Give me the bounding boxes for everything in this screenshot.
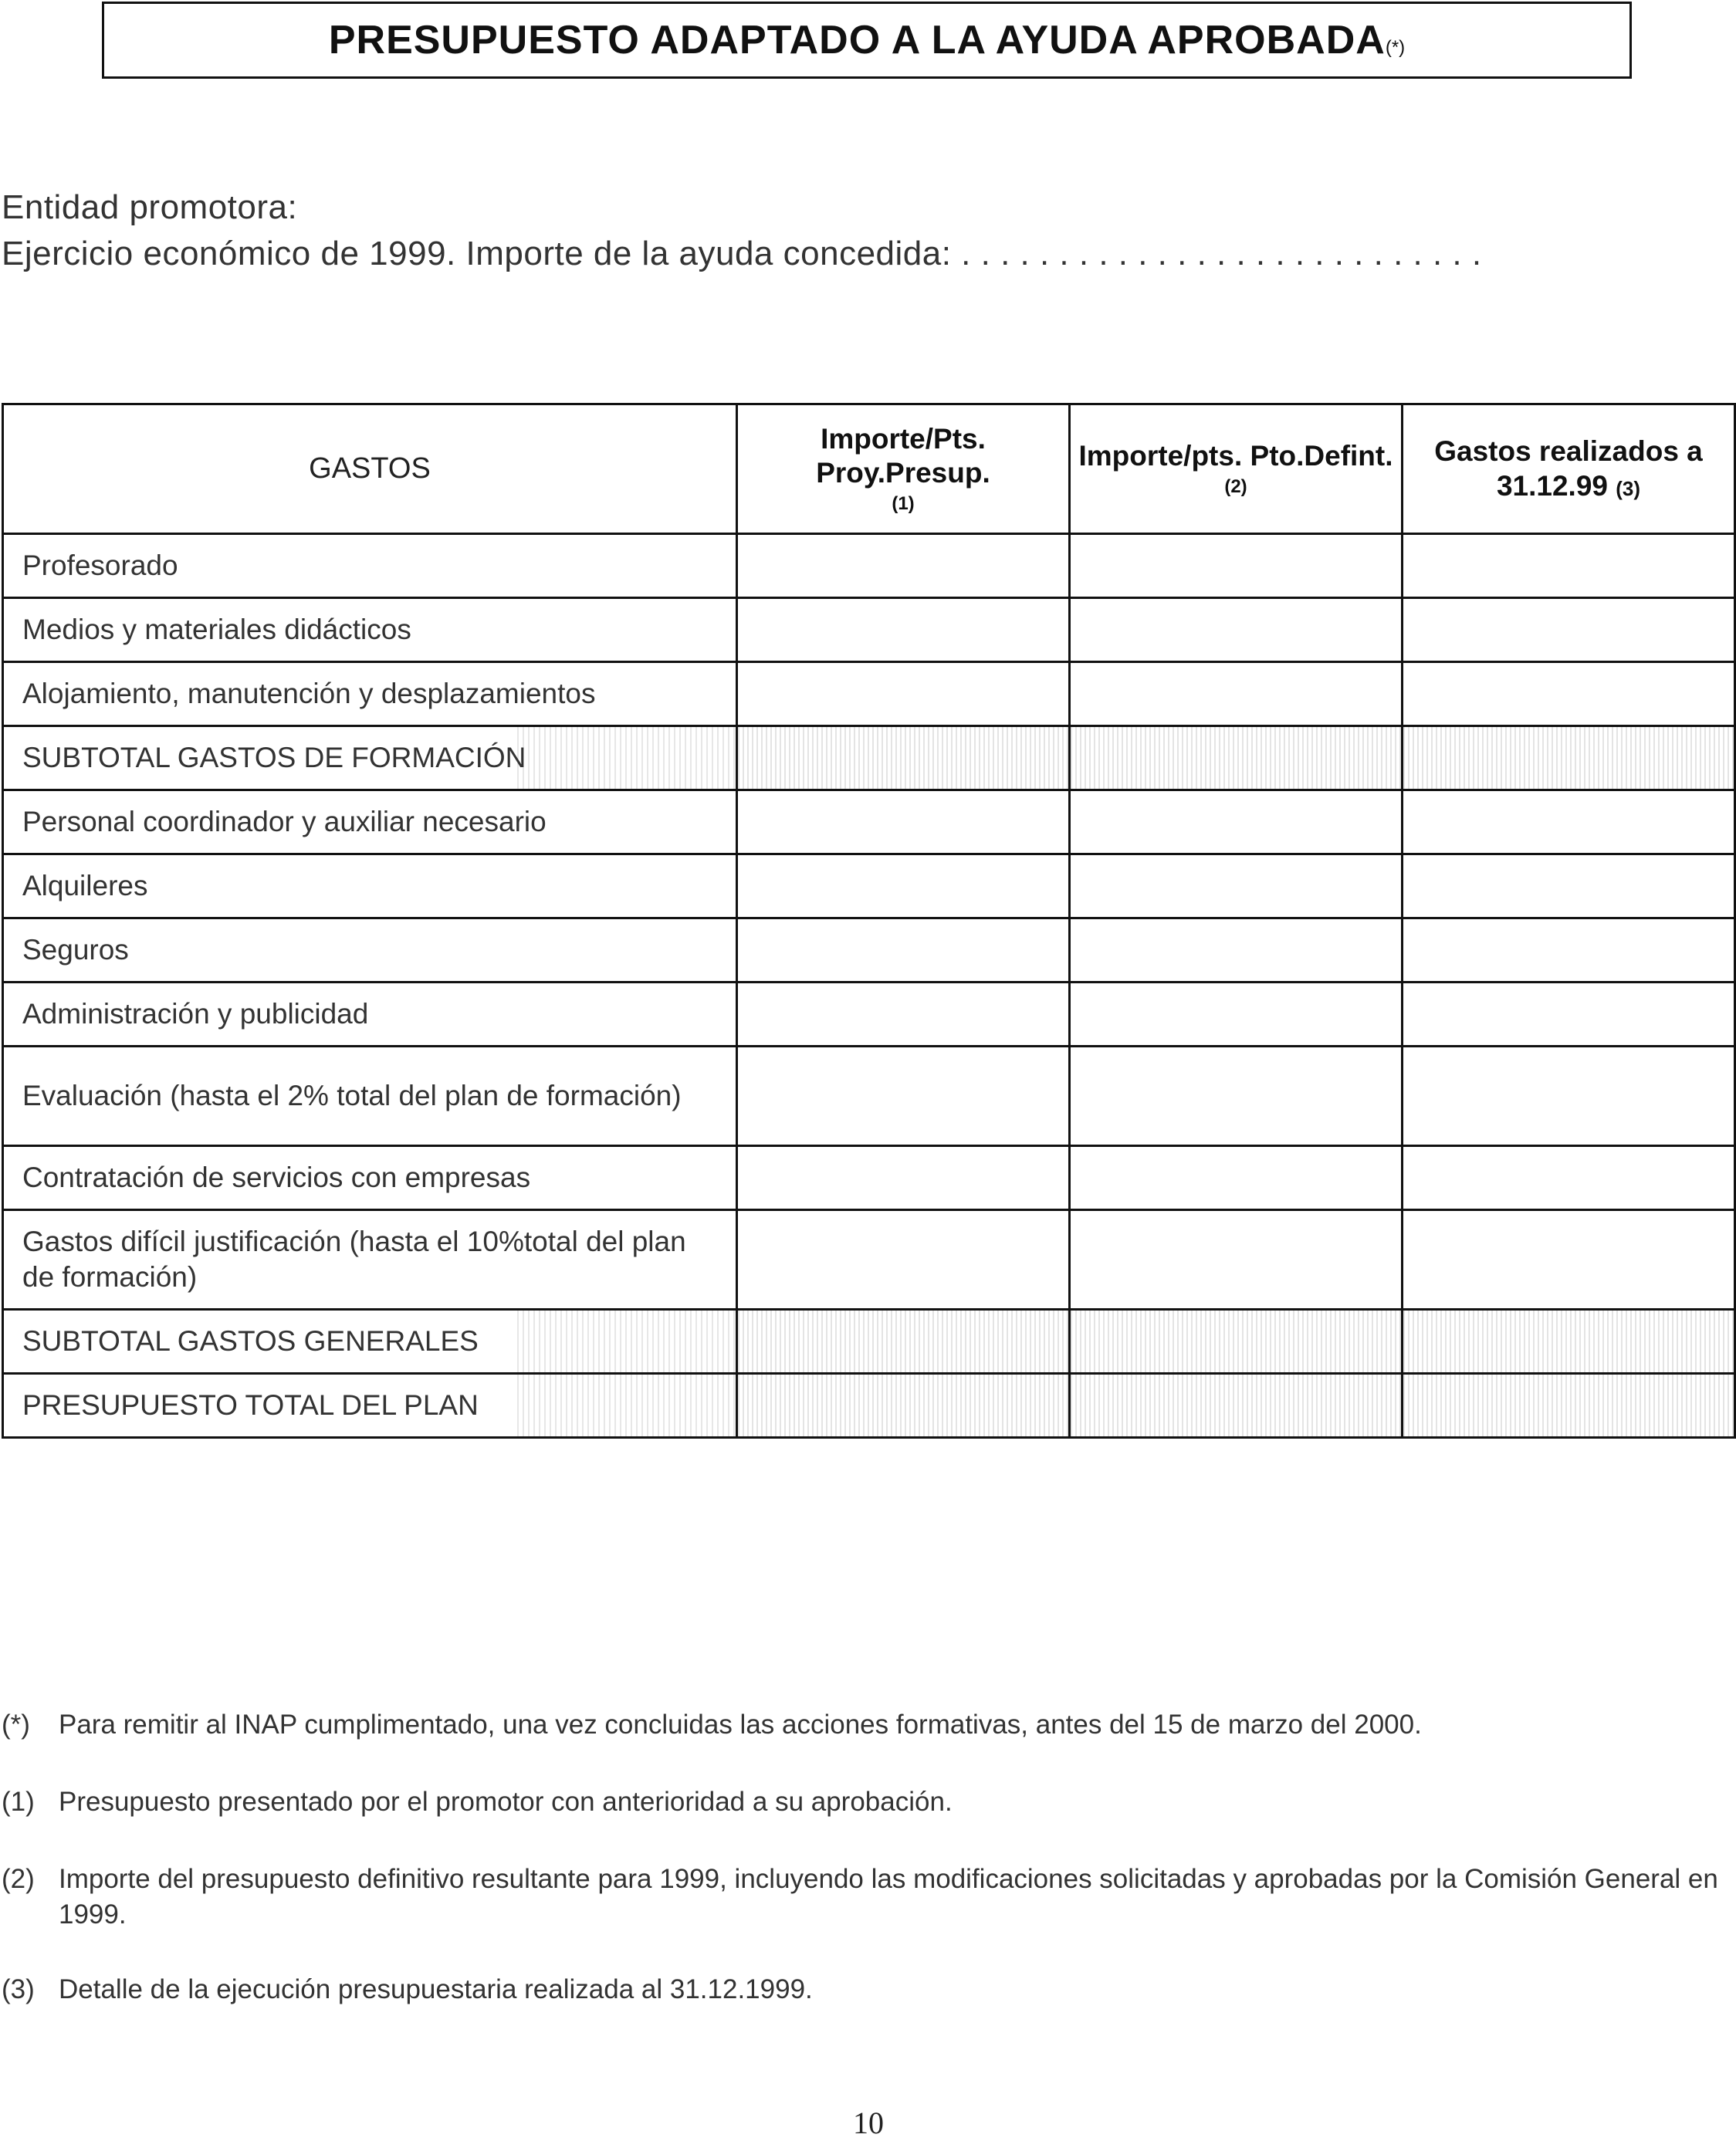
footnote-text: Detalle de la ejecución presupuestaria realizada al 31.12.1999. (59, 1974, 813, 2004)
page-title-text: PRESUPUESTO ADAPTADO A LA AYUDA APROBADA (328, 18, 1386, 63)
amount-cell-proy-presup[interactable] (737, 854, 1070, 918)
row-label: Alquileres (3, 854, 737, 918)
amount-cell-gastos-realizados[interactable] (1403, 983, 1735, 1047)
amount-cell-proy-presup[interactable] (737, 1146, 1070, 1210)
amount-cell-proy-presup[interactable] (737, 534, 1070, 598)
footnote-item (2, 1707, 1422, 1743)
column-header-label: Gastos realizados a 31.12.99 (1434, 435, 1703, 502)
table-row (3, 918, 1735, 983)
column-header-number: (1) (892, 493, 915, 515)
column-header-pto-defint (1070, 404, 1403, 534)
budget-table (2, 403, 1736, 1439)
amount-cell-pto-defint[interactable] (1070, 534, 1403, 598)
amount-cell-gastos-realizados[interactable] (1403, 1310, 1735, 1374)
column-header-label: Importe/Pts. Proy.Presup. (816, 422, 990, 489)
amount-cell-proy-presup[interactable] (737, 598, 1070, 662)
amount-cell-proy-presup[interactable] (737, 918, 1070, 983)
column-header-gastos: GASTOS (3, 404, 737, 534)
column-header-proy-presup (737, 404, 1070, 534)
table-row (3, 662, 1735, 726)
row-label: Evaluación (hasta el 2% total del plan de formación) (3, 1047, 737, 1146)
row-label: Medios y materiales didácticos (3, 598, 737, 662)
footnote-item (2, 1972, 813, 2007)
amount-cell-proy-presup[interactable] (737, 1210, 1070, 1310)
subtotal-row (3, 726, 1735, 790)
amount-cell-proy-presup[interactable] (737, 1374, 1070, 1438)
amount-cell-gastos-realizados[interactable] (1403, 918, 1735, 983)
promoting-entity-line: Entidad promotora: (2, 188, 298, 226)
amount-cell-pto-defint[interactable] (1070, 854, 1403, 918)
footnote-item (2, 1784, 953, 1820)
column-header-number: (2) (1224, 476, 1247, 498)
total-row (3, 1374, 1735, 1438)
amount-cell-pto-defint[interactable] (1070, 1310, 1403, 1374)
row-label: Gastos difícil justificación (hasta el 10%total del plan de formación) (3, 1210, 737, 1310)
fiscal-year-line: Ejercicio económico de 1999. Importe de la ayuda concedida: . . . . . . . . . . . . . . . . . . . . . . . . . . . (2, 235, 1482, 272)
row-label: SUBTOTAL GASTOS GENERALES (3, 1310, 737, 1374)
amount-cell-gastos-realizados[interactable] (1403, 726, 1735, 790)
column-header-label: Importe/pts. Pto.Defint. (1078, 439, 1393, 472)
amount-cell-proy-presup[interactable] (737, 983, 1070, 1047)
column-header-gastos-realizados (1403, 404, 1735, 534)
footnote-marker: (3) (2, 1974, 35, 2004)
amount-cell-proy-presup[interactable] (737, 790, 1070, 854)
subtotal-row (3, 1310, 1735, 1374)
row-label: Profesorado (3, 534, 737, 598)
amount-cell-pto-defint[interactable] (1070, 790, 1403, 854)
amount-cell-proy-presup[interactable] (737, 726, 1070, 790)
amount-cell-gastos-realizados[interactable] (1403, 1047, 1735, 1146)
row-label: Contratación de servicios con empresas (3, 1146, 737, 1210)
amount-cell-pto-defint[interactable] (1070, 1047, 1403, 1146)
amount-cell-pto-defint[interactable] (1070, 918, 1403, 983)
amount-cell-gastos-realizados[interactable] (1403, 662, 1735, 726)
page-number: 10 (853, 2105, 884, 2140)
table-row (3, 598, 1735, 662)
row-label: Administración y publicidad (3, 983, 737, 1047)
table-row (3, 534, 1735, 598)
footnote-text: Importe del presupuesto definitivo resultante para 1999, incluyendo las modificaciones solicitadas y aprobadas por la Comisión General en 1999. (59, 1864, 1718, 1930)
row-label: PRESUPUESTO TOTAL DEL PLAN (3, 1374, 737, 1438)
amount-cell-pto-defint[interactable] (1070, 598, 1403, 662)
amount-cell-gastos-realizados[interactable] (1403, 1210, 1735, 1310)
row-label: Seguros (3, 918, 737, 983)
amount-cell-pto-defint[interactable] (1070, 983, 1403, 1047)
footnote-item (2, 1862, 1734, 1932)
amount-cell-pto-defint[interactable] (1070, 662, 1403, 726)
table-row (3, 1210, 1735, 1310)
title-footnote-mark: (*) (1385, 37, 1406, 58)
table-row (3, 854, 1735, 918)
footnote-marker: (1) (2, 1787, 35, 1817)
amount-cell-gastos-realizados[interactable] (1403, 1146, 1735, 1210)
table-row (3, 983, 1735, 1047)
row-label: Personal coordinador y auxiliar necesario (3, 790, 737, 854)
amount-cell-gastos-realizados[interactable] (1403, 1374, 1735, 1438)
amount-cell-pto-defint[interactable] (1070, 726, 1403, 790)
amount-cell-pto-defint[interactable] (1070, 1210, 1403, 1310)
table-row (3, 1047, 1735, 1146)
amount-cell-gastos-realizados[interactable] (1403, 598, 1735, 662)
amount-cell-proy-presup[interactable] (737, 662, 1070, 726)
table-row (3, 790, 1735, 854)
amount-cell-proy-presup[interactable] (737, 1310, 1070, 1374)
row-label: SUBTOTAL GASTOS DE FORMACIÓN (3, 726, 737, 790)
amount-cell-gastos-realizados[interactable] (1403, 790, 1735, 854)
table-row (3, 1146, 1735, 1210)
amount-cell-gastos-realizados[interactable] (1403, 854, 1735, 918)
amount-cell-proy-presup[interactable] (737, 1047, 1070, 1146)
footnote-text: Presupuesto presentado por el promotor con anterioridad a su aprobación. (59, 1787, 953, 1817)
amount-cell-pto-defint[interactable] (1070, 1146, 1403, 1210)
footnote-text: Para remitir al INAP cumplimentado, una vez concluidas las acciones formativas, antes del 15 de marzo del 2000. (59, 1710, 1422, 1740)
footnote-marker: (*) (2, 1710, 30, 1740)
amount-cell-gastos-realizados[interactable] (1403, 534, 1735, 598)
footnote-marker: (2) (2, 1864, 35, 1894)
title-box (102, 2, 1632, 79)
column-header-number: (3) (1616, 476, 1641, 500)
amount-cell-pto-defint[interactable] (1070, 1374, 1403, 1438)
row-label: Alojamiento, manutención y desplazamientos (3, 662, 737, 726)
table-header-row (3, 404, 1735, 534)
page-title (329, 17, 1405, 63)
